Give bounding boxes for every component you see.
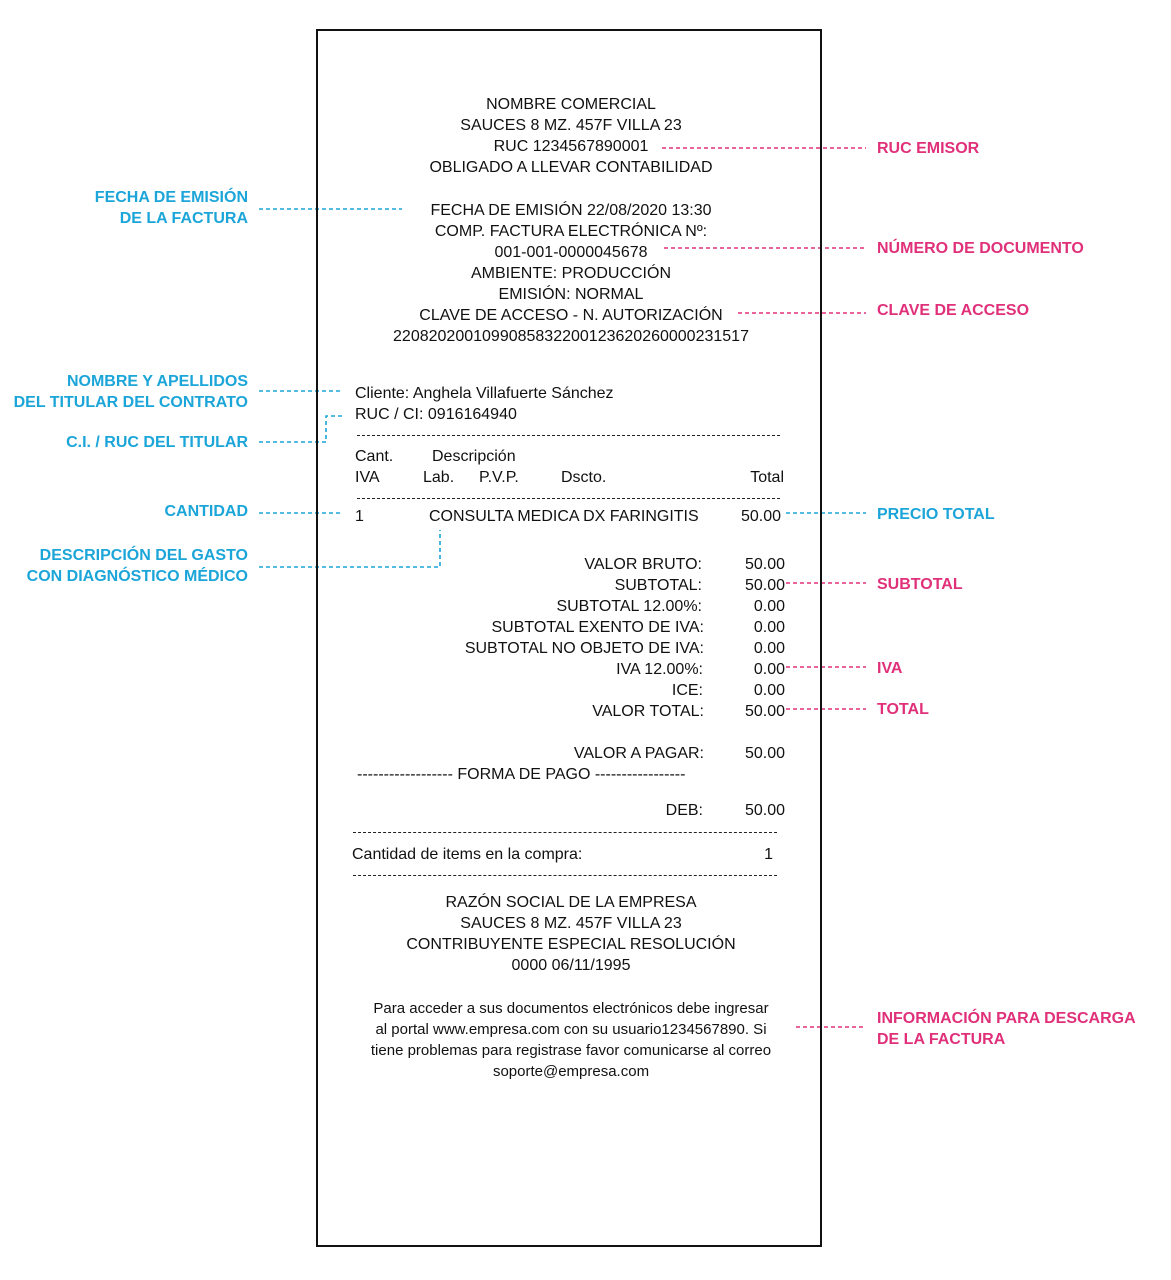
download-info-line: al portal www.empresa.com con su usuario1234567890. Si (375, 1021, 767, 1038)
totals-value: 50.00 (744, 577, 785, 594)
company-line: RAZÓN SOCIAL DE LA EMPRESA (445, 894, 697, 911)
annotation-info-descarga: DE LA FACTURA (877, 1031, 1006, 1048)
separator (353, 875, 777, 876)
download-info-line: tiene problemas para registrase favor comunicarse al correo (370, 1042, 772, 1059)
totals-value: 0.00 (753, 598, 785, 615)
amount-due-value: 50.00 (744, 745, 785, 762)
separator (357, 498, 780, 499)
col-cant: Cant. (355, 448, 394, 465)
items-count-label: Cantidad de items en la compra: (352, 846, 583, 863)
totals-label: ICE: (671, 682, 703, 699)
totals-label: IVA 12.00%: (616, 661, 703, 678)
totals-value: 0.00 (753, 661, 785, 678)
client-name: Cliente: Anghela Villafuerte Sánchez (355, 385, 614, 402)
totals-label: SUBTOTAL: (614, 577, 702, 594)
annotation-total: TOTAL (877, 701, 929, 718)
annotation-ruc-emisor: RUC EMISOR (877, 140, 980, 157)
receipt-header-line: OBLIGADO A LLEVAR CONTABILIDAD (429, 159, 713, 176)
doc-type: COMP. FACTURA ELECTRÓNICA Nº: (434, 223, 708, 240)
totals-value: 50.00 (744, 556, 785, 573)
totals-label: VALOR TOTAL: (592, 703, 704, 720)
items-count-value: 1 (764, 846, 773, 863)
company-line: CONTRIBUYENTE ESPECIAL RESOLUCIÓN (406, 936, 736, 953)
col-pvp: P.V.P. (479, 469, 519, 486)
col-lab: Lab. (423, 469, 455, 486)
col-total: Total (750, 469, 784, 486)
receipt-header-line: NOMBRE COMERCIAL (486, 96, 656, 113)
download-info-line: soporte@empresa.com (492, 1063, 650, 1080)
company-line: SAUCES 8 MZ. 457F VILLA 23 (460, 915, 682, 932)
annotation-nombre-apellidos: NOMBRE Y APELLIDOS (66, 373, 248, 390)
annotation-iva: IVA (877, 660, 903, 677)
totals-value: 0.00 (753, 682, 785, 699)
download-info-line: Para acceder a sus documentos electrónicos debe ingresar (373, 1000, 769, 1017)
receipt-header-line: RUC 1234567890001 (493, 138, 649, 155)
environment: AMBIENTE: PRODUCCIÓN (470, 265, 671, 282)
annotation-cantidad: CANTIDAD (164, 503, 248, 520)
annotation-info-descarga: INFORMACIÓN PARA DESCARGA (877, 1010, 1136, 1027)
totals-value: 0.00 (753, 640, 785, 657)
access-key-label: CLAVE DE ACCESO - N. AUTORIZACIÓN (419, 307, 723, 324)
annotation-ci-ruc: C.I. / RUC DEL TITULAR (66, 434, 248, 451)
item-description: CONSULTA MEDICA DX FARINGITIS (429, 508, 699, 525)
separator (353, 832, 777, 833)
doc-number: 001-001-0000045678 (494, 244, 648, 261)
amount-due-label: VALOR A PAGAR: (573, 745, 704, 762)
annotation-clave-acceso: CLAVE DE ACCESO (877, 302, 1030, 319)
issue-date: FECHA DE EMISIÓN 22/08/2020 13:30 (430, 202, 712, 219)
item-total: 50.00 (740, 508, 781, 525)
totals-label: VALOR BRUTO: (584, 556, 702, 573)
annotation-descripcion-gasto: CON DIAGNÓSTICO MÉDICO (26, 568, 248, 585)
client-id: RUC / CI: 0916164940 (355, 406, 517, 423)
totals-label: SUBTOTAL NO OBJETO DE IVA: (464, 640, 704, 657)
annotation-descripcion-gasto: DESCRIPCIÓN DEL GASTO (39, 547, 248, 564)
receipt-header-line: SAUCES 8 MZ. 457F VILLA 23 (460, 117, 682, 134)
company-line: 0000 06/11/1995 (511, 957, 631, 974)
annotation-precio-total: PRECIO TOTAL (877, 506, 995, 523)
annotation-fecha-emision: FECHA DE EMISIÓN (94, 189, 248, 206)
annotation-nombre-apellidos: DEL TITULAR DEL CONTRATO (13, 394, 248, 411)
separator (357, 435, 780, 436)
annotation-fecha-emision: DE LA FACTURA (119, 210, 248, 227)
totals-value: 50.00 (744, 703, 785, 720)
col-iva: IVA (355, 469, 380, 486)
access-key: 2208202001099085832200123620260000231517 (393, 328, 749, 345)
col-descripcion: Descripción (432, 448, 516, 465)
invoice-receipt (316, 29, 822, 1247)
payment-deb-label: DEB: (665, 802, 703, 819)
annotation-subtotal: SUBTOTAL (877, 576, 963, 593)
item-qty: 1 (355, 508, 364, 525)
payment-method-separator: ------------------ FORMA DE PAGO ----------------- (357, 766, 686, 783)
emission: EMISIÓN: NORMAL (498, 286, 644, 303)
totals-label: SUBTOTAL EXENTO DE IVA: (491, 619, 704, 636)
col-dscto: Dscto. (561, 469, 607, 486)
totals-value: 0.00 (753, 619, 785, 636)
annotation-numero-documento: NÚMERO DE DOCUMENTO (877, 240, 1084, 257)
totals-label: SUBTOTAL 12.00%: (556, 598, 702, 615)
payment-deb-value: 50.00 (744, 802, 785, 819)
